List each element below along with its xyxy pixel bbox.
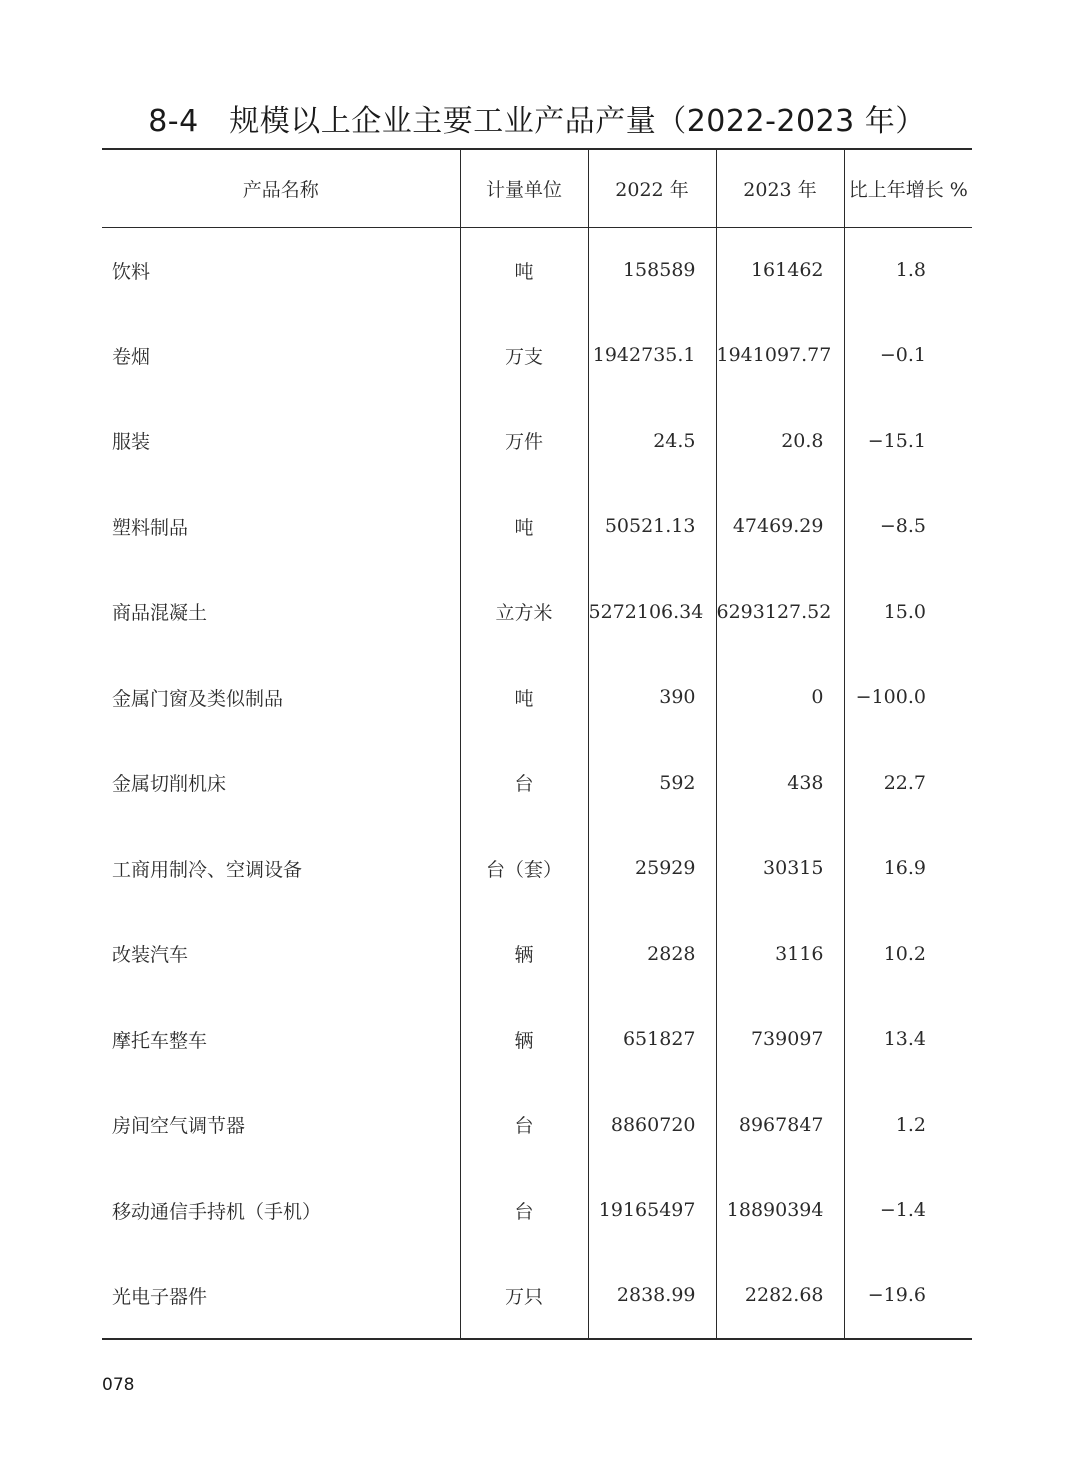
value-2023-cell: 739097	[716, 997, 844, 1083]
table-row	[102, 997, 972, 1083]
value-2022-cell: 1942735.1	[588, 313, 716, 399]
product-name-cell: 卷烟	[112, 345, 151, 368]
table-row	[102, 484, 972, 570]
table-row	[102, 569, 972, 655]
product-name-cell: 塑料制品	[112, 516, 189, 539]
unit-cell: 万支	[460, 313, 588, 399]
value-2023-cell: 3116	[716, 911, 844, 997]
unit-cell: 吨	[460, 227, 588, 313]
value-2022-cell: 592	[588, 740, 716, 826]
growth-cell: 1.2	[844, 1082, 972, 1168]
value-2023-cell: 438	[716, 740, 844, 826]
value-2023-cell: 161462	[716, 227, 844, 313]
value-2023-cell: 30315	[716, 826, 844, 912]
unit-cell: 台	[460, 1082, 588, 1168]
value-2022-cell: 158589	[588, 227, 716, 313]
unit-cell: 万只	[460, 1253, 588, 1339]
header-year-2023: 2023 年	[716, 149, 844, 227]
value-2023-cell: 6293127.52	[716, 569, 844, 655]
value-2022-cell: 390	[588, 655, 716, 741]
value-2022-cell: 25929	[588, 826, 716, 912]
page-number: 078	[102, 1375, 135, 1395]
value-2022-cell: 5272106.34	[588, 569, 716, 655]
value-2023-cell: 47469.29	[716, 484, 844, 570]
growth-cell: 22.7	[844, 740, 972, 826]
unit-cell: 台	[460, 740, 588, 826]
header-unit: 计量单位	[460, 149, 588, 227]
unit-cell: 台	[460, 1168, 588, 1254]
value-2023-cell: 20.8	[716, 398, 844, 484]
unit-cell: 立方米	[460, 569, 588, 655]
growth-cell: 16.9	[844, 826, 972, 912]
growth-cell: 13.4	[844, 997, 972, 1083]
value-2022-cell: 2828	[588, 911, 716, 997]
value-2022-cell: 24.5	[588, 398, 716, 484]
product-name-cell: 饮料	[112, 260, 151, 283]
growth-cell: −0.1	[844, 313, 972, 399]
header-product-name: 产品名称	[242, 178, 319, 201]
value-2023-cell: 2282.68	[716, 1253, 844, 1339]
unit-cell: 辆	[460, 997, 588, 1083]
product-name-cell: 房间空气调节器	[112, 1115, 246, 1138]
product-name-cell: 金属门窗及类似制品	[112, 687, 284, 710]
value-2023-cell: 18890394	[716, 1168, 844, 1254]
product-name-cell: 工商用制冷、空调设备	[112, 858, 303, 881]
value-2023-cell: 1941097.77	[716, 313, 844, 399]
header-year-2022: 2022 年	[588, 149, 716, 227]
product-name-cell: 改装汽车	[112, 944, 189, 967]
value-2022-cell: 651827	[588, 997, 716, 1083]
product-name-cell: 服装	[112, 431, 151, 454]
unit-cell: 台（套）	[460, 826, 588, 912]
growth-cell: 1.8	[844, 227, 972, 313]
value-2022-cell: 2838.99	[588, 1253, 716, 1339]
product-name-cell: 商品混凝土	[112, 602, 208, 625]
growth-cell: −19.6	[844, 1253, 972, 1339]
unit-cell: 吨	[460, 655, 588, 741]
table-row	[102, 1168, 972, 1254]
header-growth-percent: 比上年增长 %	[844, 149, 972, 227]
product-name-cell: 光电子器件	[112, 1285, 208, 1308]
page-title: 8-4 规模以上企业主要工业产品产量（2022-2023 年）	[148, 104, 926, 139]
value-2022-cell: 50521.13	[588, 484, 716, 570]
table-header-row	[102, 149, 972, 227]
production-table	[102, 148, 972, 1340]
unit-cell: 万件	[460, 398, 588, 484]
table-row	[102, 398, 972, 484]
growth-cell: −15.1	[844, 398, 972, 484]
value-2022-cell: 8860720	[588, 1082, 716, 1168]
table-row	[102, 655, 972, 741]
growth-cell: 10.2	[844, 911, 972, 997]
growth-cell: 15.0	[844, 569, 972, 655]
growth-cell: −8.5	[844, 484, 972, 570]
unit-cell: 辆	[460, 911, 588, 997]
table-row	[102, 313, 972, 399]
unit-cell: 吨	[460, 484, 588, 570]
product-name-cell: 摩托车整车	[112, 1029, 208, 1052]
product-name-cell: 移动通信手持机（手机）	[112, 1200, 322, 1223]
table-row	[102, 826, 972, 912]
table-row	[102, 911, 972, 997]
table-row	[102, 227, 972, 313]
value-2023-cell: 0	[716, 655, 844, 741]
table-row	[102, 1253, 972, 1339]
value-2023-cell: 8967847	[716, 1082, 844, 1168]
table-row	[102, 1082, 972, 1168]
table-row	[102, 740, 972, 826]
growth-cell: −100.0	[844, 655, 972, 741]
value-2022-cell: 19165497	[588, 1168, 716, 1254]
growth-cell: −1.4	[844, 1168, 972, 1254]
product-name-cell: 金属切削机床	[112, 773, 227, 796]
